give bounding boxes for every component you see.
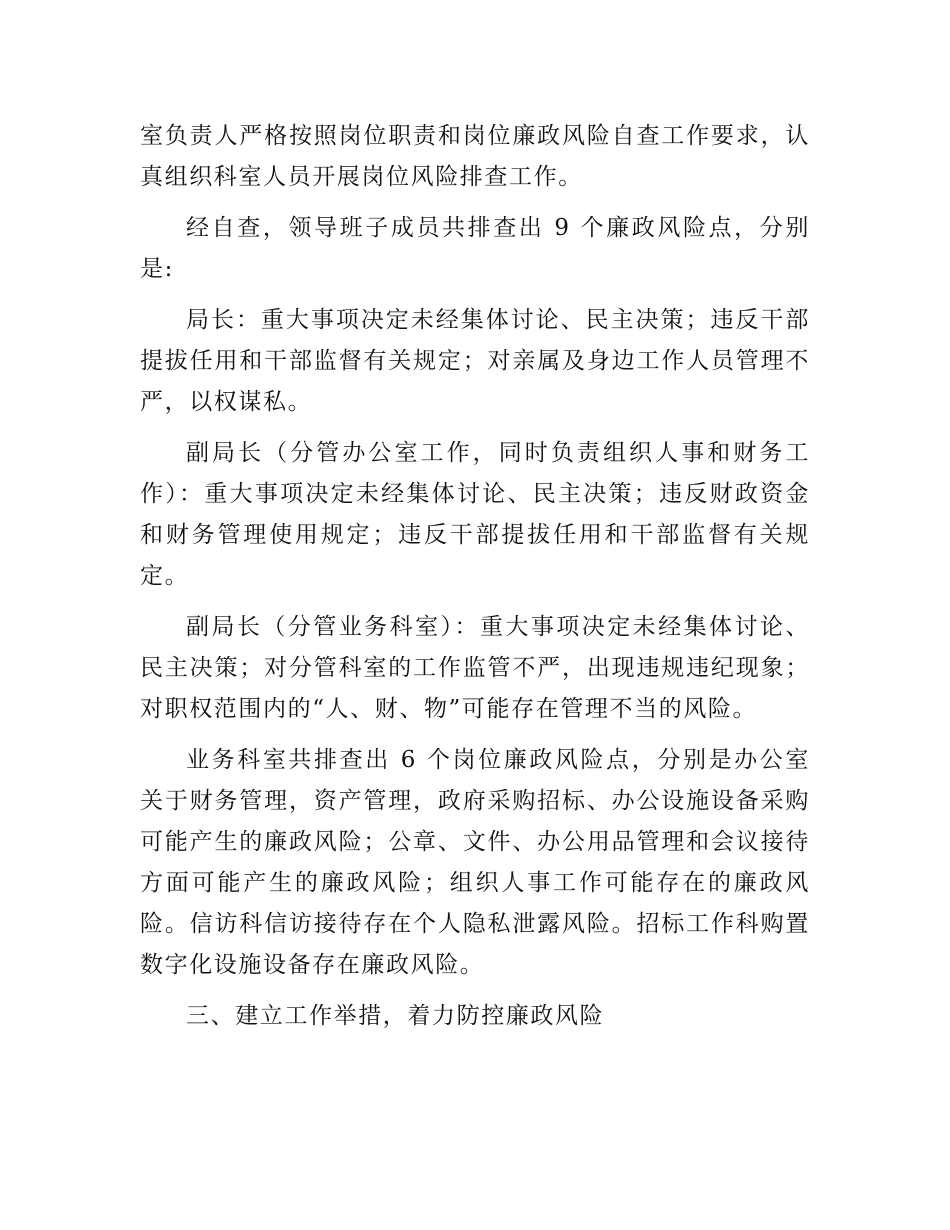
- paragraph-leadership-risk-count: 经自查，领导班子成员共排查出 9 个廉政风险点，分别是:: [140, 215, 810, 282]
- paragraph-business-department-risks: 业务科室共排查出 6 个岗位廉政风险点，分别是办公室关于财务管理，资产管理，政府采购招标、办公设施设备采购可能产生的廉政风险；公章、文件、办公用品管理和会议接待方面可能产生的廉政风险；组织人事工作可能存在的廉政风险。信访科信访接待存在个人隐私泄露风险。招标工作科购置数字化设施设备存在廉政风险。: [140, 747, 810, 978]
- document-body: [140, 116, 810, 1047]
- paragraph-continued-self-check: 室负责人严格按照岗位职责和岗位廉政风险自查工作要求，认真组织科室人员开展岗位风险排查工作。: [140, 123, 810, 190]
- paragraph-deputy-director-office-risks: 副局长（分管办公室工作，同时负责组织人事和财务工作）：重大事项决定未经集体讨论、民主决策；违反财政资金和财务管理使用规定；违反干部提拔任用和干部监督有关规定。: [140, 440, 810, 589]
- paragraph-director-risks: 局长：重大事项决定未经集体讨论、民主决策；违反干部提拔任用和干部监督有关规定；对亲属及身边工作人员管理不严，以权谋私。: [140, 307, 810, 415]
- section-heading-three: 三、建立工作举措，着力防控廉政风险: [186, 1003, 605, 1029]
- paragraph-deputy-director-business-risks: 副局长（分管业务科室）：重大事项决定未经集体讨论、民主决策；对分管科室的工作监管不严，出现违规违纪现象；对职权范围内的“人、财、物”可能存在管理不当的风险。: [140, 614, 810, 722]
